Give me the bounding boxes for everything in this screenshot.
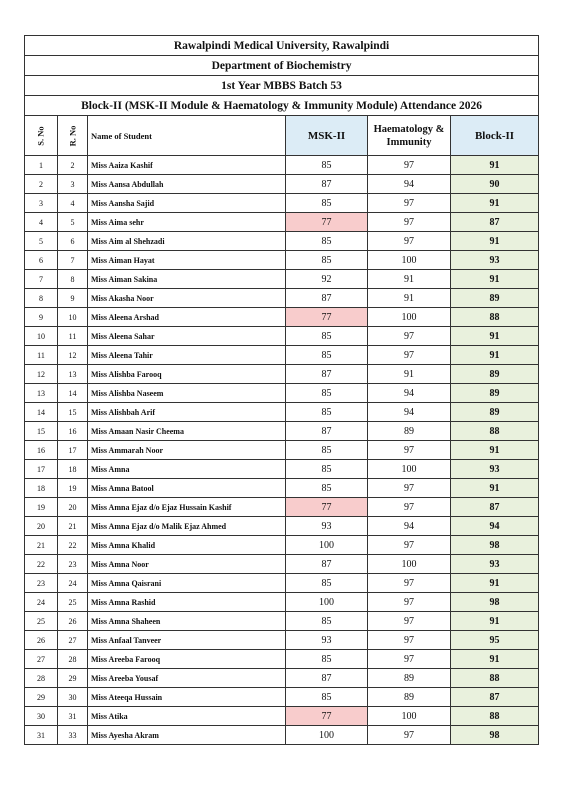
msk-attendance-cell: 77 <box>286 308 368 327</box>
serial-number-cell: 3 <box>25 194 58 213</box>
table-row <box>25 327 539 346</box>
msk-attendance-cell: 85 <box>286 156 368 175</box>
serial-number-cell: 26 <box>25 631 58 650</box>
msk-attendance-cell: 85 <box>286 460 368 479</box>
haematology-attendance-cell: 100 <box>368 251 451 270</box>
batch-title: 1st Year MBBS Batch 53 <box>25 76 539 96</box>
haematology-attendance-cell: 97 <box>368 213 451 232</box>
student-name-cell: Miss Aima sehr <box>88 213 286 232</box>
student-name-cell: Miss Amna Noor <box>88 555 286 574</box>
block-attendance-cell: 91 <box>451 327 539 346</box>
block-attendance-cell: 93 <box>451 251 539 270</box>
table-row <box>25 365 539 384</box>
roll-number-cell: 17 <box>58 441 88 460</box>
name-header: Name of Student <box>88 116 286 156</box>
table-row <box>25 612 539 631</box>
student-name-cell: Miss Anfaal Tanveer <box>88 631 286 650</box>
block-attendance-cell: 91 <box>451 479 539 498</box>
roll-number-cell: 4 <box>58 194 88 213</box>
table-row <box>25 650 539 669</box>
serial-number-cell: 13 <box>25 384 58 403</box>
table-row <box>25 384 539 403</box>
msk-attendance-cell: 85 <box>286 232 368 251</box>
haematology-attendance-cell: 97 <box>368 232 451 251</box>
block-attendance-cell: 91 <box>451 232 539 251</box>
roll-number-cell: 6 <box>58 232 88 251</box>
student-name-cell: Miss Amna Ejaz d/o Malik Ejaz Ahmed <box>88 517 286 536</box>
sno-header-label: S. No <box>36 125 46 146</box>
block-attendance-cell: 98 <box>451 536 539 555</box>
block-attendance-cell: 89 <box>451 384 539 403</box>
table-row <box>25 593 539 612</box>
msk-attendance-cell: 85 <box>286 346 368 365</box>
roll-number-cell: 12 <box>58 346 88 365</box>
block-attendance-cell: 89 <box>451 289 539 308</box>
table-row <box>25 308 539 327</box>
serial-number-cell: 15 <box>25 422 58 441</box>
roll-number-cell: 31 <box>58 707 88 726</box>
table-row <box>25 536 539 555</box>
serial-number-cell: 16 <box>25 441 58 460</box>
block-attendance-cell: 94 <box>451 517 539 536</box>
student-name-cell: Miss Aim al Shehzadi <box>88 232 286 251</box>
haematology-attendance-cell: 97 <box>368 327 451 346</box>
block-attendance-cell: 88 <box>451 422 539 441</box>
msk-attendance-cell: 100 <box>286 536 368 555</box>
msk-attendance-cell: 87 <box>286 422 368 441</box>
msk-attendance-cell: 85 <box>286 479 368 498</box>
table-row <box>25 346 539 365</box>
sno-header <box>25 116 58 156</box>
haematology-attendance-cell: 100 <box>368 460 451 479</box>
student-name-cell: Miss Amna Qaisrani <box>88 574 286 593</box>
serial-number-cell: 7 <box>25 270 58 289</box>
serial-number-cell: 10 <box>25 327 58 346</box>
table-row <box>25 403 539 422</box>
university-title: Rawalpindi Medical University, Rawalpindi <box>25 36 539 56</box>
student-name-cell: Miss Aleena Arshad <box>88 308 286 327</box>
roll-number-cell: 3 <box>58 175 88 194</box>
haematology-attendance-cell: 97 <box>368 574 451 593</box>
haematology-attendance-cell: 97 <box>368 536 451 555</box>
student-name-cell: Miss Aansa Abdullah <box>88 175 286 194</box>
block-attendance-cell: 88 <box>451 669 539 688</box>
serial-number-cell: 20 <box>25 517 58 536</box>
roll-number-cell: 20 <box>58 498 88 517</box>
table-row <box>25 574 539 593</box>
table-row <box>25 498 539 517</box>
roll-number-cell: 9 <box>58 289 88 308</box>
table-row <box>25 707 539 726</box>
student-name-cell: Miss Amna Khalid <box>88 536 286 555</box>
block-attendance-cell: 91 <box>451 346 539 365</box>
roll-number-cell: 5 <box>58 213 88 232</box>
serial-number-cell: 4 <box>25 213 58 232</box>
student-name-cell: Miss Ayesha Akram <box>88 726 286 745</box>
table-row <box>25 669 539 688</box>
haematology-attendance-cell: 97 <box>368 194 451 213</box>
table-row <box>25 422 539 441</box>
student-name-cell: Miss Atika <box>88 707 286 726</box>
roll-number-cell: 2 <box>58 156 88 175</box>
msk-attendance-cell: 85 <box>286 251 368 270</box>
haematology-attendance-cell: 97 <box>368 156 451 175</box>
haematology-attendance-cell: 97 <box>368 498 451 517</box>
student-name-cell: Miss Alishba Naseem <box>88 384 286 403</box>
serial-number-cell: 31 <box>25 726 58 745</box>
block-attendance-cell: 98 <box>451 726 539 745</box>
block-attendance-cell: 95 <box>451 631 539 650</box>
haematology-attendance-cell: 97 <box>368 593 451 612</box>
block-attendance-cell: 91 <box>451 270 539 289</box>
serial-number-cell: 14 <box>25 403 58 422</box>
serial-number-cell: 19 <box>25 498 58 517</box>
table-row <box>25 175 539 194</box>
msk-attendance-cell: 77 <box>286 707 368 726</box>
roll-number-cell: 24 <box>58 574 88 593</box>
block-attendance-cell: 91 <box>451 612 539 631</box>
msk-attendance-cell: 87 <box>286 365 368 384</box>
block-attendance-cell: 88 <box>451 308 539 327</box>
msk-attendance-cell: 93 <box>286 631 368 650</box>
haematology-attendance-cell: 89 <box>368 688 451 707</box>
table-row <box>25 555 539 574</box>
haematology-attendance-cell: 97 <box>368 650 451 669</box>
student-name-cell: Miss Aleena Sahar <box>88 327 286 346</box>
student-name-cell: Miss Amaan Nasir Cheema <box>88 422 286 441</box>
roll-number-cell: 11 <box>58 327 88 346</box>
table-body <box>25 156 539 745</box>
haematology-attendance-cell: 89 <box>368 422 451 441</box>
roll-number-cell: 13 <box>58 365 88 384</box>
roll-number-cell: 26 <box>58 612 88 631</box>
haematology-attendance-cell: 94 <box>368 403 451 422</box>
serial-number-cell: 30 <box>25 707 58 726</box>
haematology-attendance-cell: 91 <box>368 270 451 289</box>
haematology-header-line2: Immunity <box>386 136 432 148</box>
msk-attendance-cell: 100 <box>286 726 368 745</box>
msk-attendance-cell: 87 <box>286 555 368 574</box>
serial-number-cell: 6 <box>25 251 58 270</box>
serial-number-cell: 17 <box>25 460 58 479</box>
msk-attendance-cell: 85 <box>286 384 368 403</box>
haematology-header <box>368 116 451 156</box>
roll-number-cell: 18 <box>58 460 88 479</box>
serial-number-cell: 2 <box>25 175 58 194</box>
msk-attendance-cell: 85 <box>286 403 368 422</box>
student-name-cell: Miss Aiman Sakina <box>88 270 286 289</box>
student-name-cell: Miss Ammarah Noor <box>88 441 286 460</box>
table-row <box>25 194 539 213</box>
block-attendance-cell: 87 <box>451 688 539 707</box>
serial-number-cell: 11 <box>25 346 58 365</box>
block-attendance-cell: 87 <box>451 498 539 517</box>
roll-number-cell: 25 <box>58 593 88 612</box>
serial-number-cell: 21 <box>25 536 58 555</box>
table-row <box>25 232 539 251</box>
roll-number-cell: 30 <box>58 688 88 707</box>
table-row <box>25 270 539 289</box>
block-attendance-cell: 87 <box>451 213 539 232</box>
msk-attendance-cell: 85 <box>286 612 368 631</box>
serial-number-cell: 1 <box>25 156 58 175</box>
roll-number-cell: 15 <box>58 403 88 422</box>
haematology-attendance-cell: 100 <box>368 308 451 327</box>
roll-number-cell: 8 <box>58 270 88 289</box>
haematology-attendance-cell: 97 <box>368 631 451 650</box>
student-name-cell: Miss Ateeqa Hussain <box>88 688 286 707</box>
student-name-cell: Miss Aaiza Kashif <box>88 156 286 175</box>
roll-number-cell: 16 <box>58 422 88 441</box>
attendance-table <box>24 35 539 745</box>
haematology-attendance-cell: 94 <box>368 517 451 536</box>
msk-attendance-cell: 87 <box>286 289 368 308</box>
msk-attendance-cell: 93 <box>286 517 368 536</box>
haematology-attendance-cell: 97 <box>368 441 451 460</box>
block-attendance-cell: 91 <box>451 574 539 593</box>
serial-number-cell: 25 <box>25 612 58 631</box>
serial-number-cell: 27 <box>25 650 58 669</box>
serial-number-cell: 28 <box>25 669 58 688</box>
block-attendance-cell: 91 <box>451 650 539 669</box>
haematology-attendance-cell: 100 <box>368 555 451 574</box>
haematology-attendance-cell: 97 <box>368 479 451 498</box>
msk-attendance-cell: 85 <box>286 574 368 593</box>
block-attendance-cell: 93 <box>451 555 539 574</box>
block-attendance-cell: 91 <box>451 156 539 175</box>
table-row <box>25 156 539 175</box>
table-row <box>25 726 539 745</box>
student-name-cell: Miss Alishbah Arif <box>88 403 286 422</box>
student-name-cell: Miss Areeba Farooq <box>88 650 286 669</box>
student-name-cell: Miss Amna Ejaz d/o Ejaz Hussain Kashif <box>88 498 286 517</box>
serial-number-cell: 23 <box>25 574 58 593</box>
block-attendance-cell: 91 <box>451 441 539 460</box>
department-title: Department of Biochemistry <box>25 56 539 76</box>
block-title: Block-II (MSK-II Module & Haematology & Immunity Module) Attendance 2026 <box>25 96 539 116</box>
block-attendance-cell: 91 <box>451 194 539 213</box>
student-name-cell: Miss Areeba Yousaf <box>88 669 286 688</box>
haematology-attendance-cell: 100 <box>368 707 451 726</box>
block-attendance-cell: 93 <box>451 460 539 479</box>
table-row <box>25 479 539 498</box>
msk-attendance-cell: 87 <box>286 175 368 194</box>
roll-number-cell: 19 <box>58 479 88 498</box>
serial-number-cell: 5 <box>25 232 58 251</box>
rno-header-label: R. No <box>67 125 78 146</box>
haematology-attendance-cell: 94 <box>368 384 451 403</box>
block-attendance-cell: 98 <box>451 593 539 612</box>
haematology-attendance-cell: 97 <box>368 726 451 745</box>
table-row <box>25 213 539 232</box>
msk-attendance-cell: 85 <box>286 194 368 213</box>
haematology-header-line1: Haematology & <box>373 123 445 135</box>
serial-number-cell: 18 <box>25 479 58 498</box>
serial-number-cell: 9 <box>25 308 58 327</box>
student-name-cell: Miss Amna Shaheen <box>88 612 286 631</box>
table-row <box>25 517 539 536</box>
student-name-cell: Miss Amna Rashid <box>88 593 286 612</box>
block-header: Block-II <box>451 116 539 156</box>
student-name-cell: Miss Aansha Sajid <box>88 194 286 213</box>
table-row <box>25 289 539 308</box>
serial-number-cell: 22 <box>25 555 58 574</box>
haematology-attendance-cell: 97 <box>368 612 451 631</box>
serial-number-cell: 12 <box>25 365 58 384</box>
table-row <box>25 441 539 460</box>
table-row <box>25 460 539 479</box>
student-name-cell: Miss Amna Batool <box>88 479 286 498</box>
roll-number-cell: 23 <box>58 555 88 574</box>
roll-number-cell: 22 <box>58 536 88 555</box>
student-name-cell: Miss Amna <box>88 460 286 479</box>
msk-attendance-cell: 92 <box>286 270 368 289</box>
roll-number-cell: 29 <box>58 669 88 688</box>
haematology-attendance-cell: 97 <box>368 346 451 365</box>
block-attendance-cell: 89 <box>451 365 539 384</box>
msk-attendance-cell: 85 <box>286 688 368 707</box>
table-row <box>25 631 539 650</box>
student-name-cell: Miss Aleena Tahir <box>88 346 286 365</box>
roll-number-cell: 10 <box>58 308 88 327</box>
table-row <box>25 251 539 270</box>
haematology-attendance-cell: 91 <box>368 289 451 308</box>
serial-number-cell: 8 <box>25 289 58 308</box>
roll-number-cell: 28 <box>58 650 88 669</box>
msk-attendance-cell: 77 <box>286 213 368 232</box>
roll-number-cell: 7 <box>58 251 88 270</box>
roll-number-cell: 14 <box>58 384 88 403</box>
table-row <box>25 688 539 707</box>
roll-number-cell: 33 <box>58 726 88 745</box>
msk-attendance-cell: 77 <box>286 498 368 517</box>
msk-attendance-cell: 85 <box>286 650 368 669</box>
block-attendance-cell: 88 <box>451 707 539 726</box>
serial-number-cell: 24 <box>25 593 58 612</box>
haematology-attendance-cell: 91 <box>368 365 451 384</box>
student-name-cell: Miss Akasha Noor <box>88 289 286 308</box>
msk-header: MSK-II <box>286 116 368 156</box>
block-attendance-cell: 89 <box>451 403 539 422</box>
roll-number-cell: 21 <box>58 517 88 536</box>
student-name-cell: Miss Aiman Hayat <box>88 251 286 270</box>
student-name-cell: Miss Alishba Farooq <box>88 365 286 384</box>
msk-attendance-cell: 87 <box>286 669 368 688</box>
serial-number-cell: 29 <box>25 688 58 707</box>
roll-number-cell: 27 <box>58 631 88 650</box>
block-attendance-cell: 90 <box>451 175 539 194</box>
msk-attendance-cell: 100 <box>286 593 368 612</box>
msk-attendance-cell: 85 <box>286 327 368 346</box>
rno-header <box>58 116 88 156</box>
msk-attendance-cell: 85 <box>286 441 368 460</box>
haematology-attendance-cell: 94 <box>368 175 451 194</box>
attendance-sheet <box>24 35 538 745</box>
haematology-attendance-cell: 89 <box>368 669 451 688</box>
